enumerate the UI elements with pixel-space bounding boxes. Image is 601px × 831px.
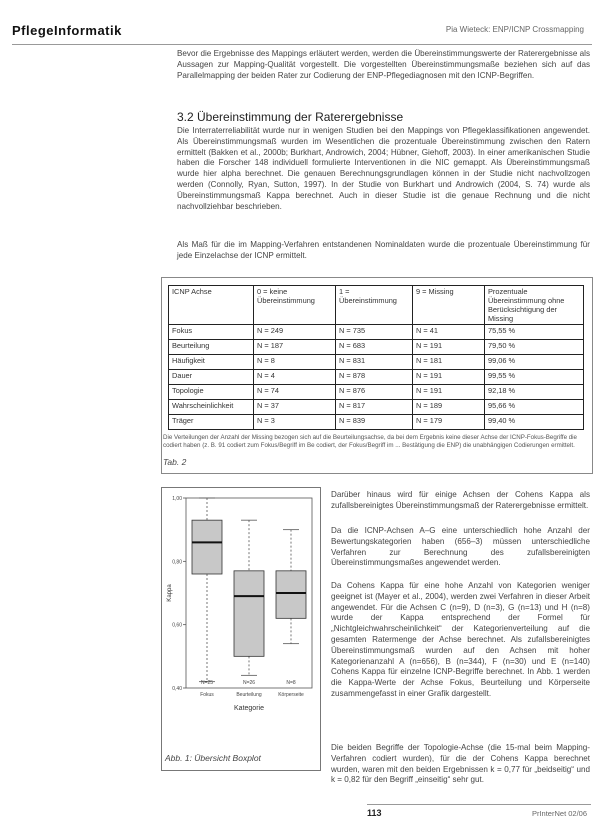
table-cell: N = 735 <box>336 325 413 340</box>
right-paragraph-4: Die beiden Begriffe der Topologie-Achse (die 15-mal beim Mapping-Verfahren codiert wurden), für die der Cohens Kappa berechnet wurden, waren mit den beiden Ergebnissen k = 0,77 für „beidseitig“ und k = 0,82 für den Begriff „einseitig“ sehr gut. <box>331 743 590 785</box>
table-cell: 95,66 % <box>485 400 584 415</box>
table-cell: Häufigkeit <box>169 355 254 370</box>
table-row <box>169 340 584 355</box>
table-cell: N = 876 <box>336 385 413 400</box>
boxplot-chart <box>162 488 320 770</box>
table-cell: Fokus <box>169 325 254 340</box>
y-tick-label: 0,60 <box>172 622 182 629</box>
section-heading: 3.2 Übereinstimmung der Raterergebnisse <box>177 110 404 124</box>
y-tick-label: 0,80 <box>172 559 182 566</box>
table-row <box>169 370 584 385</box>
section-paragraph-2: Als Maß für die im Mapping-Verfahren entstandenen Nominaldaten wurde die prozentuale Übereinstimmung für jede Einzelachse der ICNP ermittelt. <box>177 240 590 260</box>
table-caption: Tab. 2 <box>163 457 187 467</box>
table-header-cell: 9 = Missing <box>413 286 485 325</box>
table-cell: 99,06 % <box>485 355 584 370</box>
table-cell: N = 4 <box>254 370 336 385</box>
right-paragraph-3: Da Cohens Kappa für eine hohe Anzahl von Kategorien weniger geeignet ist (Mayer et al., 2004), werden zwei Verfahren in dieser Arbeit angewendet. Für die Achsen C (n=9), D (n=3), G (n=13) und H (n=8) wurde der Kappa entsprechend der Formel für „Nichtgleichwahrscheinlichkeit“ der Kategorienverteilung auf die gesamten Ratermenge der Achse berechnet. Als zufallsbereinigtes Übereinstimmungsmaß wurden auf den Achsen mit hoher Kategorienanzahl A (n=656), B (n=344), F (n=30) und E (n=140) Cohens Kappa für einzelne ICNP-Begriffe berechnet. In Abb. 1 werden die Kappa-Werte der Achse Fokus, Beurteilung und Körperseite zusammengefasst in einer Grafik dargestellt. <box>331 581 590 698</box>
y-tick-label: 1,00 <box>172 496 182 502</box>
table-cell: N = 817 <box>336 400 413 415</box>
box-iqr <box>192 520 222 574</box>
table-header-cell: 1 = Übereinstimmung <box>336 286 413 325</box>
table-header-cell: Prozentuale Übereinstimmung ohne Berücksichtigung der Missing <box>485 286 584 325</box>
table-cell: N = 181 <box>413 355 485 370</box>
table-cell: Wahrscheinlichkeit <box>169 400 254 415</box>
n-label: N=26 <box>242 680 256 686</box>
table-note: Die Verteilungen der Anzahl der Missing bezogen sich auf die Beurteilungsachse, da bei dem Ergebnis keine dieser Achse der ICNP-Fokus-Begriffe die codiert haben (z. B. 91 codiert zum Fokus/Begriff im Be codiert, der Fokus/Begriff im ... Bestätigung die ENP) die unabhängigen Codierungen ermittelt. <box>163 434 577 449</box>
right-paragraph-2: Da die ICNP-Achsen A–G eine unterschiedlich hohe Anzahl der Bewertungskategorien haben (656–3) müssen unterschiedliche Verfahren zur Berechnung des zufallsbereinigten Übereinstimmungsmaßes angewendet werden. <box>331 526 590 568</box>
table-cell: 79,50 % <box>485 340 584 355</box>
table-row <box>169 385 584 400</box>
table-cell: 99,40 % <box>485 415 584 430</box>
agreement-table <box>168 285 584 430</box>
table-cell: N = 839 <box>336 415 413 430</box>
x-tick-label: Beurteilung <box>236 692 262 698</box>
table-header-cell: ICNP Achse <box>169 286 254 325</box>
table-cell: 75,55 % <box>485 325 584 340</box>
table-cell: Beurteilung <box>169 340 254 355</box>
table-row <box>169 355 584 370</box>
table-cell: 99,55 % <box>485 370 584 385</box>
y-axis-label: Kappa <box>167 584 173 602</box>
journal-brand: PflegeInformatik <box>12 23 122 38</box>
page-header <box>12 20 592 45</box>
page-number: 113 <box>367 808 382 818</box>
x-tick-label: Fokus <box>200 692 214 698</box>
y-tick-label: 0,40 <box>172 686 182 692</box>
table-cell: N = 8 <box>254 355 336 370</box>
table-row <box>169 415 584 430</box>
intro-paragraph: Bevor die Ergebnisse des Mappings erläutert werden, werden die Übereinstimmungswerte der Raterergebnisse als Aussagen zur Mapping-Qualität vorgestellt. Die vorgestellten Übereinstimmungsmaße beziehen sich auf das Parallelmapping der beiden Rater zur Codierung der ENP-Pflegediagnosen mit den ICNP-Begriffen. <box>177 49 590 80</box>
box-iqr <box>234 571 264 657</box>
page-footer <box>367 804 591 819</box>
box-iqr <box>276 571 306 619</box>
table-cell: N = 831 <box>336 355 413 370</box>
table-cell: N = 249 <box>254 325 336 340</box>
table-cell: 92,18 % <box>485 385 584 400</box>
table-cell: N = 683 <box>336 340 413 355</box>
footer-journal: PrInterNet 02/06 <box>531 809 587 818</box>
table-cell: Träger <box>169 415 254 430</box>
table-cell: N = 191 <box>413 340 485 355</box>
x-axis-label: Kategorie <box>234 705 264 712</box>
right-paragraph-1: Darüber hinaus wird für einige Achsen der Cohens Kappa als zufallsbereinigtes Übereinstimmungsmaß der Raterergebnisse ermittelt. <box>331 490 590 510</box>
table-cell: Topologie <box>169 385 254 400</box>
n-label: N=8 <box>286 680 296 686</box>
table-row <box>169 325 584 340</box>
table-cell: N = 187 <box>254 340 336 355</box>
table-cell: N = 179 <box>413 415 485 430</box>
table-cell: N = 878 <box>336 370 413 385</box>
table-cell: N = 3 <box>254 415 336 430</box>
table-cell: N = 41 <box>413 325 485 340</box>
running-head: Pia Wieteck: ENP/ICNP Crossmapping <box>445 25 584 34</box>
table-cell: N = 74 <box>254 385 336 400</box>
table-row <box>169 400 584 415</box>
figure-caption: Abb. 1: Übersicht Boxplot <box>165 753 261 763</box>
table-cell: N = 189 <box>413 400 485 415</box>
table-header-cell: 0 = keine Übereinstimmung <box>254 286 336 325</box>
figure-box <box>161 487 321 771</box>
section-paragraph-1: Die Interraterreliabilität wurde nur in wenigen Studien bei den Mappings von Pflegeklassifikationen angewendet. Als Übereinstimmungsmaß wurden im Wesentlichen die prozentuale Übereinstimmung zwischen den Ratern ermittelt (Bakken et al., 2000b; Burkhart, Androwich, 2004; Hübner, Giehoff, 2003). In einer amerikanischen Studie haben die Forscher 148 individuell formulierte Interventionen in die NIC gemappt. Als Übereinstimmungsmaß wurde hier alpha berechnet. Die genauen Berechnungsgrundlagen können in der Studie nicht nachvollzogen werden (Connolly, Ryan, Sutton, 1997). In der Studie von Burkhart und Androwich (2004, S. 74) wurde als Übereinstimmungsmaß Kappa berechnet. Auch in dieser Studie ist die genaue Rechnung und die nicht nachvollziehbar beschrieben. <box>177 126 590 211</box>
table-cell: Dauer <box>169 370 254 385</box>
table-cell: N = 191 <box>413 385 485 400</box>
table-cell: N = 191 <box>413 370 485 385</box>
n-label: N=25 <box>200 680 214 686</box>
x-tick-label: Körperseite <box>278 692 304 698</box>
table-header-row <box>169 286 584 325</box>
table-cell: N = 37 <box>254 400 336 415</box>
